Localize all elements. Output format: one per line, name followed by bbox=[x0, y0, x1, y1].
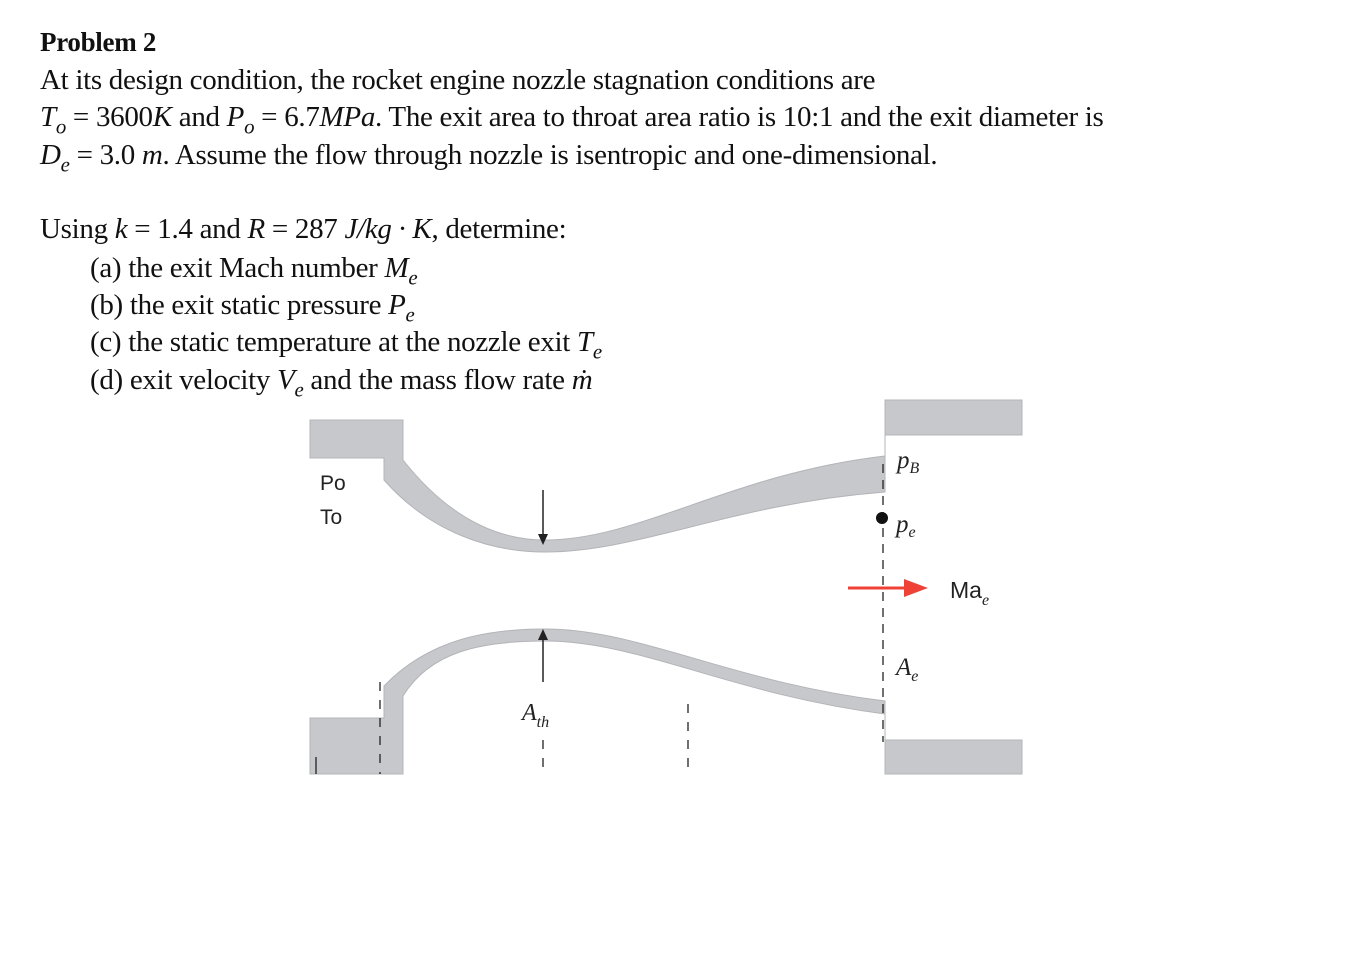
exit-pressure-symbol: p bbox=[896, 511, 909, 538]
question-item-b bbox=[90, 289, 415, 327]
item-subscript: e bbox=[592, 339, 602, 364]
p-subscript: o bbox=[244, 114, 255, 139]
p-value: = 6.7 bbox=[254, 101, 320, 133]
t-subscript: o bbox=[55, 114, 66, 139]
exit-area-label bbox=[894, 654, 918, 685]
item-text: (c) the static temperature at the nozzle exit bbox=[90, 326, 578, 358]
problem-diameter-line bbox=[40, 139, 938, 177]
using-pre: Using bbox=[40, 213, 115, 245]
item-symbol: V bbox=[277, 364, 295, 396]
p-unit: MPa bbox=[319, 101, 376, 133]
t-symbol: T bbox=[40, 101, 56, 133]
exit-mach-symbol: Ma bbox=[950, 577, 982, 603]
item-symbol: T bbox=[577, 326, 593, 358]
d-unit: m bbox=[141, 139, 163, 171]
mass-flow-symbol: ṁ bbox=[571, 364, 593, 396]
k-value: = 1.4 and bbox=[127, 213, 248, 245]
exit-area-symbol: A bbox=[896, 654, 912, 681]
throat-area-subscript: th bbox=[536, 714, 550, 731]
problem-conditions-line bbox=[40, 101, 1104, 139]
nozzle-diagram bbox=[300, 392, 1030, 782]
problem-intro: At its design condition, the rocket engine nozzle stagnation conditions are bbox=[40, 64, 876, 96]
item-symbol: M bbox=[384, 252, 409, 284]
d-value: = 3.0 bbox=[69, 139, 142, 171]
t-unit: K bbox=[152, 101, 172, 133]
using-post: , determine: bbox=[431, 213, 567, 245]
question-item-a bbox=[90, 252, 418, 290]
exit-pressure-subscript: e bbox=[908, 524, 916, 541]
inlet-pressure-label: Po bbox=[320, 472, 346, 495]
exit-area-subscript: e bbox=[911, 668, 919, 685]
p-symbol: P bbox=[226, 101, 245, 133]
throat-area-symbol: A bbox=[522, 700, 537, 726]
inlet-temperature-label: To bbox=[320, 506, 343, 529]
k-symbol: k bbox=[114, 213, 128, 245]
item-text: (a) the exit Mach number bbox=[90, 252, 385, 284]
r-symbol: R bbox=[247, 213, 265, 245]
item-subscript: e bbox=[405, 302, 415, 327]
t-value: = 3600 bbox=[65, 101, 153, 133]
back-pressure-subscript: B bbox=[909, 460, 920, 477]
r-value: = 287 bbox=[264, 213, 345, 245]
d-subscript: e bbox=[60, 152, 70, 177]
exit-pressure-label bbox=[894, 511, 916, 541]
throat-area-label bbox=[520, 700, 549, 731]
problem-title: Problem 2 bbox=[40, 27, 157, 57]
exit-pressure-dot bbox=[876, 512, 888, 524]
r-unit: J/kg · K bbox=[344, 213, 432, 245]
item-text-2: and the mass flow rate bbox=[303, 364, 572, 396]
question-item-c bbox=[90, 326, 602, 364]
problem-given-line bbox=[40, 213, 566, 246]
and-text: and bbox=[171, 101, 227, 133]
item-subscript: e bbox=[294, 377, 304, 402]
conditions-rest: . The exit area to throat area ratio is 10:1 and the exit diameter is bbox=[375, 101, 1104, 133]
exit-mach-subscript: e bbox=[981, 592, 990, 609]
mach-arrowhead bbox=[904, 579, 928, 597]
diameter-rest: . Assume the flow through nozzle is isentropic and one-dimensional. bbox=[162, 139, 938, 171]
item-text: (d) exit velocity bbox=[90, 364, 278, 396]
back-pressure-label bbox=[895, 447, 920, 477]
item-subscript: e bbox=[408, 265, 418, 290]
item-text: (b) the exit static pressure bbox=[90, 289, 389, 321]
item-symbol: P bbox=[388, 289, 406, 321]
back-pressure-symbol: p bbox=[897, 447, 910, 474]
d-symbol: D bbox=[40, 139, 61, 171]
nozzle-lower-wall bbox=[310, 629, 1022, 774]
exit-mach-label bbox=[950, 577, 989, 609]
